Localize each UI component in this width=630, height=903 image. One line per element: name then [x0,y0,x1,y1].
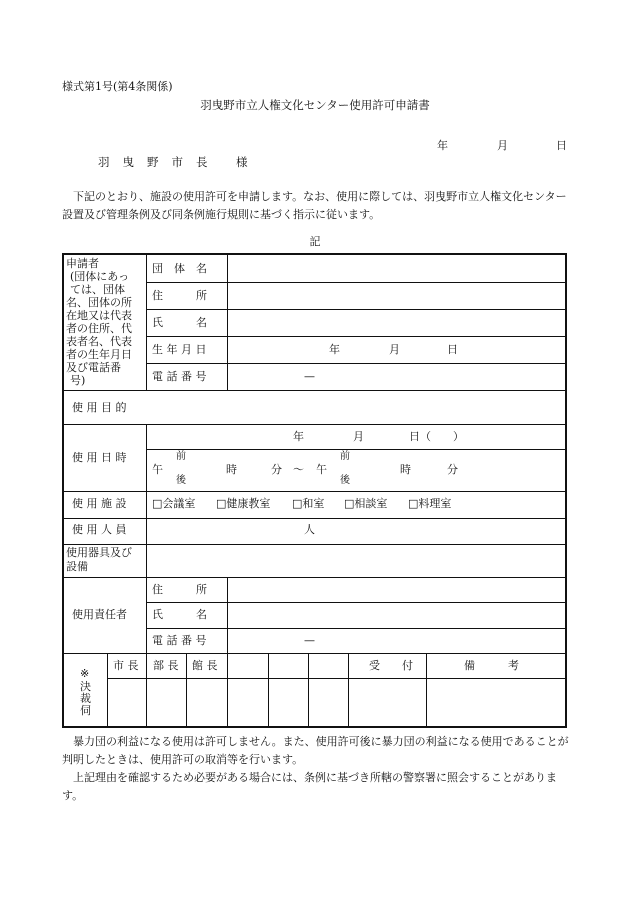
end-noon-label: 午 [316,463,327,476]
rule [146,449,567,450]
director-header: 部 長 [153,659,179,672]
date-year: 年 [437,139,448,152]
purpose-label: 使 用 目 的 [72,401,127,414]
facility-option-meeting-room[interactable]: □会議室 [152,497,196,510]
rule [64,544,567,545]
footer-note-1: 暴力団の利益になる使用は許可しません。また、使用許可後に暴力団の利益になる使用であることが判明したときは、使用許可の取消等を行います。 [62,735,569,766]
birthdate-label: 生 年 月 日 [152,343,207,356]
applicant-label-line: 者の住所、代 [66,322,132,335]
facility-option-consultation-room[interactable]: □相談室 [344,497,388,510]
start-hour-label: 時 [226,463,237,476]
rule [146,282,567,283]
birth-month-label: 月 [389,343,400,356]
rule [146,653,147,728]
rule [146,602,567,603]
rule [426,653,427,728]
document-title: 羽曳野市立人権文化センター使用許可申請書 [200,98,430,112]
schedule-month-label: 月 [353,430,364,443]
address-label: 住 所 [152,289,207,302]
approval-label-char: 裁 [80,692,91,705]
rule [64,424,567,425]
rule [146,255,147,390]
rule [146,628,567,629]
applicant-label-line: 及び電話番 [66,361,121,374]
start-am-label: 前 [176,451,186,462]
approval-label-char: 伺 [80,704,91,717]
rule [227,653,228,728]
date-day: 日 [556,139,567,152]
date-month: 月 [497,139,508,152]
end-hour-label: 時 [400,463,411,476]
group-name-label: 団 体 名 [152,262,207,275]
rule [146,424,147,653]
people-label: 使 用 人 員 [72,523,127,536]
end-am-label: 前 [340,451,350,462]
start-minute-label: 分 [271,463,282,476]
facility-label: 使 用 施 設 [72,497,127,510]
ki-heading: 記 [309,235,321,248]
phone-label: 電 話 番 号 [152,370,207,383]
facility-option-cooking-room[interactable]: □料理室 [408,497,452,510]
equipment-label-line: 設備 [66,560,88,573]
phone-dash: — [304,370,315,383]
time-tilde: 〜 [293,463,304,476]
end-minute-label: 分 [447,463,458,476]
remarks-header: 備 考 [464,659,519,672]
addressee-honorific: 様 [236,155,248,169]
rule [64,491,567,492]
applicant-label-line: 号) [70,374,86,387]
applicant-label-line: 申請者 [66,257,99,270]
applicant-label-line: ては、団体 [70,283,125,296]
rule [64,390,567,391]
approval-label-char: 決 [80,680,91,693]
schedule-day-label: 日（ ） [409,430,464,443]
manager-phone-dash: — [304,634,315,647]
form-number: 様式第1号(第4条関係) [62,80,173,93]
name-label: 氏 名 [152,316,207,329]
rule [64,577,567,578]
rule [107,653,108,728]
start-pm-label: 後 [176,475,186,486]
head-header: 館 長 [192,659,218,672]
manager-name-label: 氏 名 [152,608,207,621]
start-noon-label: 午 [152,463,163,476]
rule [146,336,567,337]
mayor-header: 市 長 [113,659,139,672]
addressee: 羽曳野市長 [98,155,221,169]
applicant-label-line: 名、団体の所 [66,296,132,309]
intro-text: 下記のとおり、施設の使用許可を申請します。なお、使用に際しては、羽曳野市立人権文化センター設置及び管理条例及び同条例施行規則に基づく指示に従います。 [62,190,567,221]
rule [268,653,269,728]
equipment-label-line: 使用器具及び [66,546,132,559]
applicant-label-line: (団体にあっ [70,270,130,283]
rule [227,577,228,653]
manager-address-label: 住 所 [152,583,207,596]
facility-option-health-room[interactable]: □健康教室 [216,497,271,510]
applicant-label-line: 者の生年月日 [66,348,132,361]
manager-phone-label: 電 話 番 号 [152,634,207,647]
applicant-label-line: 在地又は代表 [66,309,132,322]
manager-label: 使用責任者 [72,608,127,621]
facility-option-japanese-room[interactable]: □和室 [292,497,325,510]
schedule-year-label: 年 [293,430,304,443]
application-form-table [62,253,567,728]
schedule-label: 使 用 日 時 [72,451,127,464]
birth-day-label: 日 [447,343,458,356]
rule [64,518,567,519]
end-pm-label: 後 [340,475,350,486]
applicant-label-line: 表者名、代表 [66,335,132,348]
rule [146,309,567,310]
rule [227,255,228,390]
rule [107,678,567,679]
footer-note-2: 上記理由を確認するため必要がある場合には、条例に基づき所轄の警察署に照会することがあります。 [62,771,557,802]
rule [308,653,309,728]
approval-mark: ※ [80,667,90,680]
rule [348,653,349,728]
rule [64,653,567,654]
birth-year-label: 年 [329,343,340,356]
rule [146,363,567,364]
people-unit: 人 [304,523,315,536]
rule [186,653,187,728]
reception-header: 受 付 [369,659,413,672]
